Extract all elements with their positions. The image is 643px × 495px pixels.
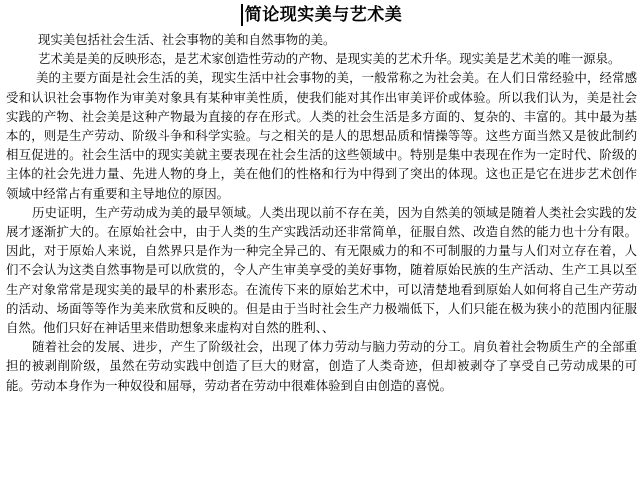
paragraph: 历史证明，生产劳动成为美的最早领域。人类出现以前不存在美，因为自然美的领域是随着人类社会实践的发展才逐渐扩大的。在原始社会中，由于人类的生产实践活动还非常简单，征服自然、改造自然的能力也十分有限。因此，对于原始人来说，自然界只是作为一种完全异己的、有无限威力的和不可制服的力量与人们对立存在着，人们不会认为这类自然事物是可以欣赏的，令人产生审美享受的美好事物，随着原始民族的生产活动、生产工具以至生产对象常常是现实美的最早的朴素形态。在流传下来的原始艺术中，可以清楚地看到原始人如何将自己生产劳动的活动、场面等等作为美来欣赏和反映的。但是由于当时社会生产力极端低下，人们只能在极为狭小的范围内征服自然。他们只好在神话里来借助想象来虚构对自然的胜利、、 bbox=[6, 204, 637, 336]
paragraph: 随着社会的发展、进步，产生了阶级社会，出现了体力劳动与脑力劳动的分工。肩负着社会物质生产的全部重担的被剥削阶级，虽然在劳动实践中创造了巨大的财富，创造了人类奇迹，但却被剥夺了享受自己劳动成果的可能。劳动本身作为一种奴役和屈辱，劳动者在劳动中很难体验到自由创造的喜悦。 bbox=[6, 339, 637, 393]
page-title: 简论现实美与艺术美 bbox=[241, 4, 403, 26]
paragraph: 艺术美是美的反映形态，是艺术家创造性劳动的产物、是现实美的艺术升华。现实美是艺术美的唯一源泉。 bbox=[38, 51, 621, 67]
document-body bbox=[6, 30, 637, 395]
paragraph: 美的主要方面是社会生活的美，现实生活中社会事物的美，一般常称之为社会美。在人们日常经验中，经常感受和认识社会事物作为审美对象具有某种审美性质，使我们能对其作出审美评价或体验。所以我们认为，美是社会实践的产物、社会美是这种产物最为直接的存在形式。人类的社会生活是多方面的、复杂的、丰富的。其中最为基本的，则是生产劳动、阶级斗争和科学实验。与之相关的是人的思想品质和情操等等。这些方面当然又是彼此制约相互促进的。社会生活中的现实美就主要表现在社会生活的这些领域中。特别是集中表现在作为一定时代、阶级的主体的社会先进力量、先进人物的身上，美在他们的性格和行为中得到了突出的体现。这也正是它在进步艺术创作领域中经常占有重要和主导地位的原因。 bbox=[6, 70, 637, 201]
title-row bbox=[6, 0, 637, 30]
paragraph: 现实美包括社会生活、社会事物的美和自然事物的美。 bbox=[38, 32, 336, 47]
